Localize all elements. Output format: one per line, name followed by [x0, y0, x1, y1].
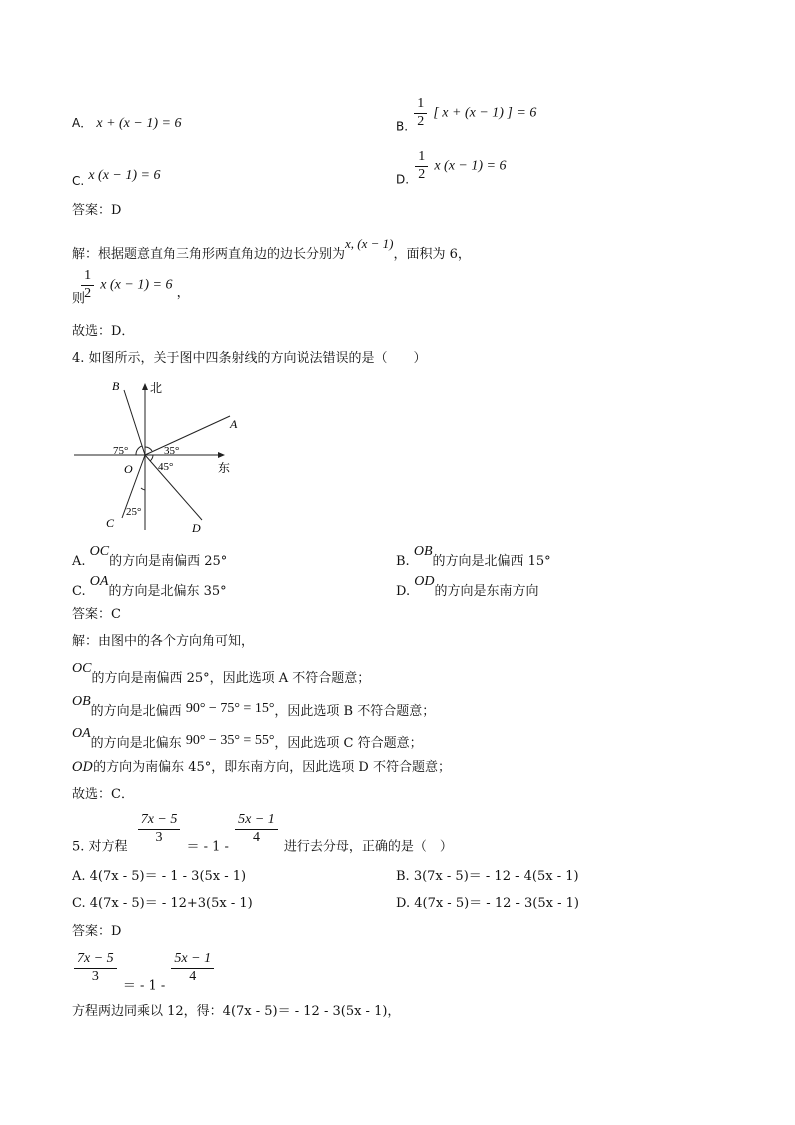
ray-name: OA: [89, 574, 109, 589]
option-text: 的方向是南偏西 25°: [109, 554, 228, 569]
fraction-denominator: 2: [84, 285, 92, 301]
q3-option-c: [72, 168, 161, 188]
fraction-numerator: 1: [417, 96, 425, 111]
fraction-denominator: 4: [189, 968, 197, 984]
q3-solution-line2: [72, 269, 190, 307]
q5-solution-fraction-1: [74, 952, 117, 984]
fraction-denominator: 2: [418, 166, 426, 182]
ray-od: [145, 455, 202, 520]
solution-expression: x, (x − 1): [345, 236, 394, 251]
q3-answer: 答案：D: [72, 203, 122, 218]
q4-option-a: [72, 544, 227, 570]
solution-fraction: [81, 269, 94, 301]
q5-solution-equation: [72, 952, 216, 994]
solution-middle: ＝ - 1 -: [122, 978, 166, 994]
fraction-denominator: 2: [417, 113, 425, 129]
q4-option-d: [396, 574, 538, 600]
fraction-numerator: 5x − 1: [238, 812, 275, 827]
fraction-denominator: 4: [252, 829, 260, 845]
ray-oa: [145, 416, 230, 455]
fraction-numerator: 7x − 5: [77, 951, 114, 966]
option-text: 的方向是东南方向: [434, 584, 539, 599]
fraction-numerator: 1: [418, 149, 426, 164]
q3-option-d: [396, 150, 507, 187]
q4-solution-line2: [72, 694, 435, 720]
stem-middle: ＝ - 1 -: [186, 839, 229, 855]
ray-name: OC: [89, 544, 110, 559]
fraction-denominator: 3: [91, 968, 99, 984]
q5-option-a: A. 4(7x - 5)＝ - 1 - 3(5x - 1): [72, 869, 247, 884]
q3-option-d-expression: x (x − 1) = 6: [434, 158, 507, 174]
q4-answer: 答案：C: [72, 607, 121, 622]
ray-name: OC: [72, 661, 92, 676]
q3-option-a: [72, 116, 181, 133]
option-text: 的方向是北偏西 15°: [432, 554, 551, 569]
ray-name: OB: [72, 694, 91, 709]
solution-expression: 90° − 35° = 55°: [185, 733, 275, 748]
q3-solution-line1: [72, 236, 471, 263]
label-75: 75°: [113, 445, 129, 457]
option-letter: A.: [72, 554, 86, 569]
q3-option-b-fraction: [414, 97, 427, 129]
solution-text: 的方向是南偏西 25°，因此选项 A 不符合题意；: [91, 671, 371, 686]
q4-conclusion: 故选：C．: [72, 787, 134, 802]
label-b: B: [112, 379, 120, 393]
solution-text: ，面积为 6，: [393, 247, 471, 262]
solution-text: 的方向是北偏东: [90, 736, 182, 751]
stem-prefix: 5. 对方程: [72, 839, 128, 855]
fraction-numerator: 5x − 1: [174, 951, 212, 966]
arc-45: [150, 455, 153, 461]
ray-name: OB: [413, 544, 433, 559]
solution-expression: x (x − 1) = 6: [100, 277, 173, 293]
q5-answer: 答案：D: [72, 924, 122, 939]
q4-solution-line1: [72, 661, 370, 687]
ray-name: OD: [72, 760, 94, 775]
label-o: O: [124, 462, 133, 476]
arc-35: [145, 447, 152, 451]
label-35: 35°: [164, 445, 180, 457]
q3-option-a-expression: x + (x − 1) = 6: [96, 116, 182, 131]
label-25: 25°: [126, 506, 142, 518]
q4-option-b: [396, 544, 551, 570]
label-north: 北: [150, 381, 163, 395]
label-east: 东: [218, 461, 231, 475]
q4-stem: 4. 如图所示，关于图中四条射线的方向说法错误的是（ ）: [72, 351, 427, 366]
ray-name: OD: [414, 574, 435, 589]
solution-prefix: 则: [72, 291, 86, 307]
fraction-denominator: 3: [155, 829, 163, 845]
solution-text: ，因此选项 C 符合题意；: [274, 736, 423, 751]
option-letter: D.: [396, 584, 411, 599]
q5-option-d: D. 4(7x - 5)＝ - 12 - 3(5x - 1): [396, 896, 579, 911]
label-c: C: [106, 516, 115, 530]
q3-option-b: [396, 97, 536, 134]
solution-text: 解：根据题意直角三角形两直角边的边长分别为: [72, 247, 346, 262]
fraction-numerator: 7x − 5: [140, 812, 178, 827]
arc-75: [136, 446, 142, 455]
option-letter: C.: [72, 584, 86, 599]
q5-solution-step: 方程两边同乘以 12，得：4(7x - 5)＝ - 12 - 3(5x - 1)，: [72, 1004, 401, 1019]
q4-solution-line3: [72, 726, 423, 752]
option-letter: D.: [396, 172, 410, 187]
q3-conclusion: 故选：D．: [72, 324, 135, 339]
label-d: D: [192, 521, 201, 535]
q4-direction-figure: [72, 378, 242, 538]
option-letter: A．: [72, 116, 93, 130]
option-letter: C.: [72, 174, 85, 188]
option-letter: B.: [396, 554, 410, 569]
q5-stem: [72, 813, 453, 855]
q3-option-c-expression: x (x − 1) = 6: [88, 168, 161, 183]
option-letter: B.: [396, 119, 409, 134]
arc-25: [141, 488, 145, 490]
option-text: 的方向是北偏东 35°: [108, 584, 227, 599]
label-a: A: [230, 417, 238, 431]
solution-comma: ，: [176, 285, 190, 301]
q3-option-b-expression: [ x + (x − 1) ] = 6: [433, 105, 537, 121]
solution-expression: 90° − 75° = 15°: [185, 701, 275, 716]
q5-fraction-1: [138, 813, 181, 845]
q5-option-c: C. 4(7x - 5)＝ - 12+3(5x - 1): [72, 896, 253, 911]
fraction-numerator: 1: [84, 268, 92, 283]
solution-text: 的方向为南偏东 45°，即东南方向，因此选项 D 不符合题意；: [93, 760, 451, 775]
q4-solution-line4: [72, 760, 451, 776]
q5-solution-fraction-2: [171, 952, 214, 984]
q4-option-c: [72, 574, 227, 600]
solution-text: ，因此选项 B 不符合题意；: [274, 704, 436, 719]
label-45: 45°: [158, 461, 174, 473]
q5-option-b: B. 3(7x - 5)＝ - 12 - 4(5x - 1): [396, 869, 579, 884]
solution-text: 的方向是北偏西: [90, 704, 182, 719]
q3-option-d-fraction: [415, 150, 428, 182]
stem-suffix: 进行去分母，正确的是（ ）: [283, 839, 453, 855]
ray-name: OA: [72, 726, 91, 741]
q5-fraction-2: [235, 813, 278, 845]
q4-solution-intro: 解：由图中的各个方向角可知，: [72, 634, 255, 649]
